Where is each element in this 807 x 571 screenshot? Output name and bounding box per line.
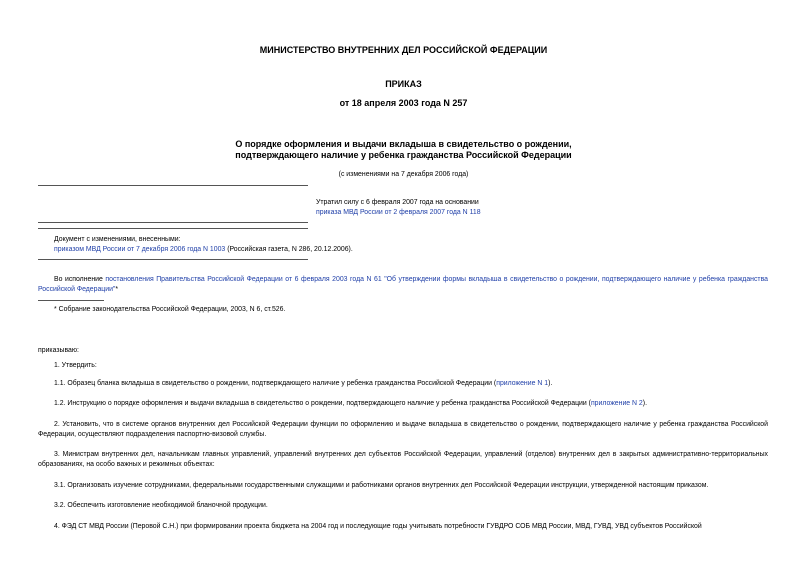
intro-paragraph xyxy=(38,275,768,294)
paragraph-1-1 xyxy=(54,380,552,387)
paragraph-3-1: 3.1. Организовать изучение сотрудниками, федеральными государственными служащими и работниками органов внутренних дел Российской Федерации инструкции, утвержденной настоящим приказом. xyxy=(54,482,709,489)
paragraph-1: 1. Утвердить: xyxy=(54,362,97,369)
footnote: * Собрание законодательства Российской Федерации, 2003, N 6, ст.526. xyxy=(54,306,286,313)
amended-reference xyxy=(54,246,353,253)
intro-decree-link[interactable]: постановления Правительства Российской Федерации от 6 февраля 2003 года N 61 "Об утверждении формы вкладыша в свидетельство о рождении, подтверждающего наличие у ребенка гражданства Российской Федерации" xyxy=(38,276,768,293)
paragraph-3-2: 3.2. Обеспечить изготовление необходимой бланочной продукции. xyxy=(54,502,268,509)
amended-link[interactable]: приказом МВД России от 7 декабря 2006 года N 1003 xyxy=(54,246,226,253)
paragraph-2: 2. Установить, что в системе органов внутренних дел Российской Федерации функции по оформлению и выдаче вкладыша в свидетельство о рождении, подтверждающего наличие у ребенка гражданства Российской Федерации, осуществляют подразделения паспортно-визовой службы. xyxy=(38,421,768,438)
paragraph-1-2-end: ). xyxy=(642,400,647,407)
document-title-line-1: О порядке оформления и выдачи вкладыша в свидетельство о рождении, xyxy=(235,139,572,149)
void-notice-link[interactable]: приказа МВД России от 2 февраля 2007 года N 118 xyxy=(316,209,481,216)
divider xyxy=(38,185,308,186)
amended-source: (Российская газета, N 286, 20.12.2006). xyxy=(227,246,353,253)
divider xyxy=(38,228,308,229)
paragraph-1-1-end: ). xyxy=(548,380,553,387)
document-date: от 18 апреля 2003 года N 257 xyxy=(339,98,468,108)
ministry-heading: МИНИСТЕРСТВО ВНУТРЕННИХ ДЕЛ РОССИЙСКОЙ ФЕДЕРАЦИИ xyxy=(259,45,548,55)
divider xyxy=(38,259,308,260)
void-notice: Утратил силу с 6 февраля 2007 года на основании xyxy=(316,199,479,206)
footnote-divider xyxy=(38,300,104,301)
paragraph-4: 4. ФЭД СТ МВД России (Перовой С.Н.) при формировании проекта бюджета на 2004 год и последующие годы учитывать потребности ГУВДРО СОБ МВД России, МВД, ГУВД, УВД субъектов Российской xyxy=(54,523,702,530)
paragraph-1-2-text: 1.2. Инструкцию о порядке оформления и выдачи вкладыша в свидетельство о рождении, подтверждающего наличие у ребенка гражданства Российской Федерации ( xyxy=(54,400,591,407)
document-title-line-2: подтверждающего наличие у ребенка гражданства Российской Федерации xyxy=(235,150,572,160)
intro-footnote-mark: * xyxy=(115,285,119,293)
appendix-1-link[interactable]: приложение N 1 xyxy=(496,380,549,387)
appendix-2-link[interactable]: приложение N 2 xyxy=(590,400,643,407)
paragraph-3: 3. Министрам внутренних дел, начальникам главных управлений, управлений внутренних дел субъектов Российской Федерации, управлений (отделов) внутренних дел в закрытых административно-территориальных образованиях, на особо важных и режимных объектах: xyxy=(38,451,768,468)
amendment-note: (с изменениями на 7 декабря 2006 года) xyxy=(338,171,469,178)
order-word: приказываю: xyxy=(38,347,79,354)
paragraph-1-2 xyxy=(54,400,647,407)
paragraph-1-1-text: 1.1. Образец бланка вкладыша в свидетельство о рождении, подтверждающего наличие у ребенка гражданства Российской Федерации ( xyxy=(54,380,497,387)
divider xyxy=(38,222,308,223)
amended-label: Документ с изменениями, внесенными: xyxy=(54,236,181,243)
intro-prefix: Во исполнение xyxy=(54,276,103,283)
document-type: ПРИКАЗ xyxy=(385,79,422,89)
